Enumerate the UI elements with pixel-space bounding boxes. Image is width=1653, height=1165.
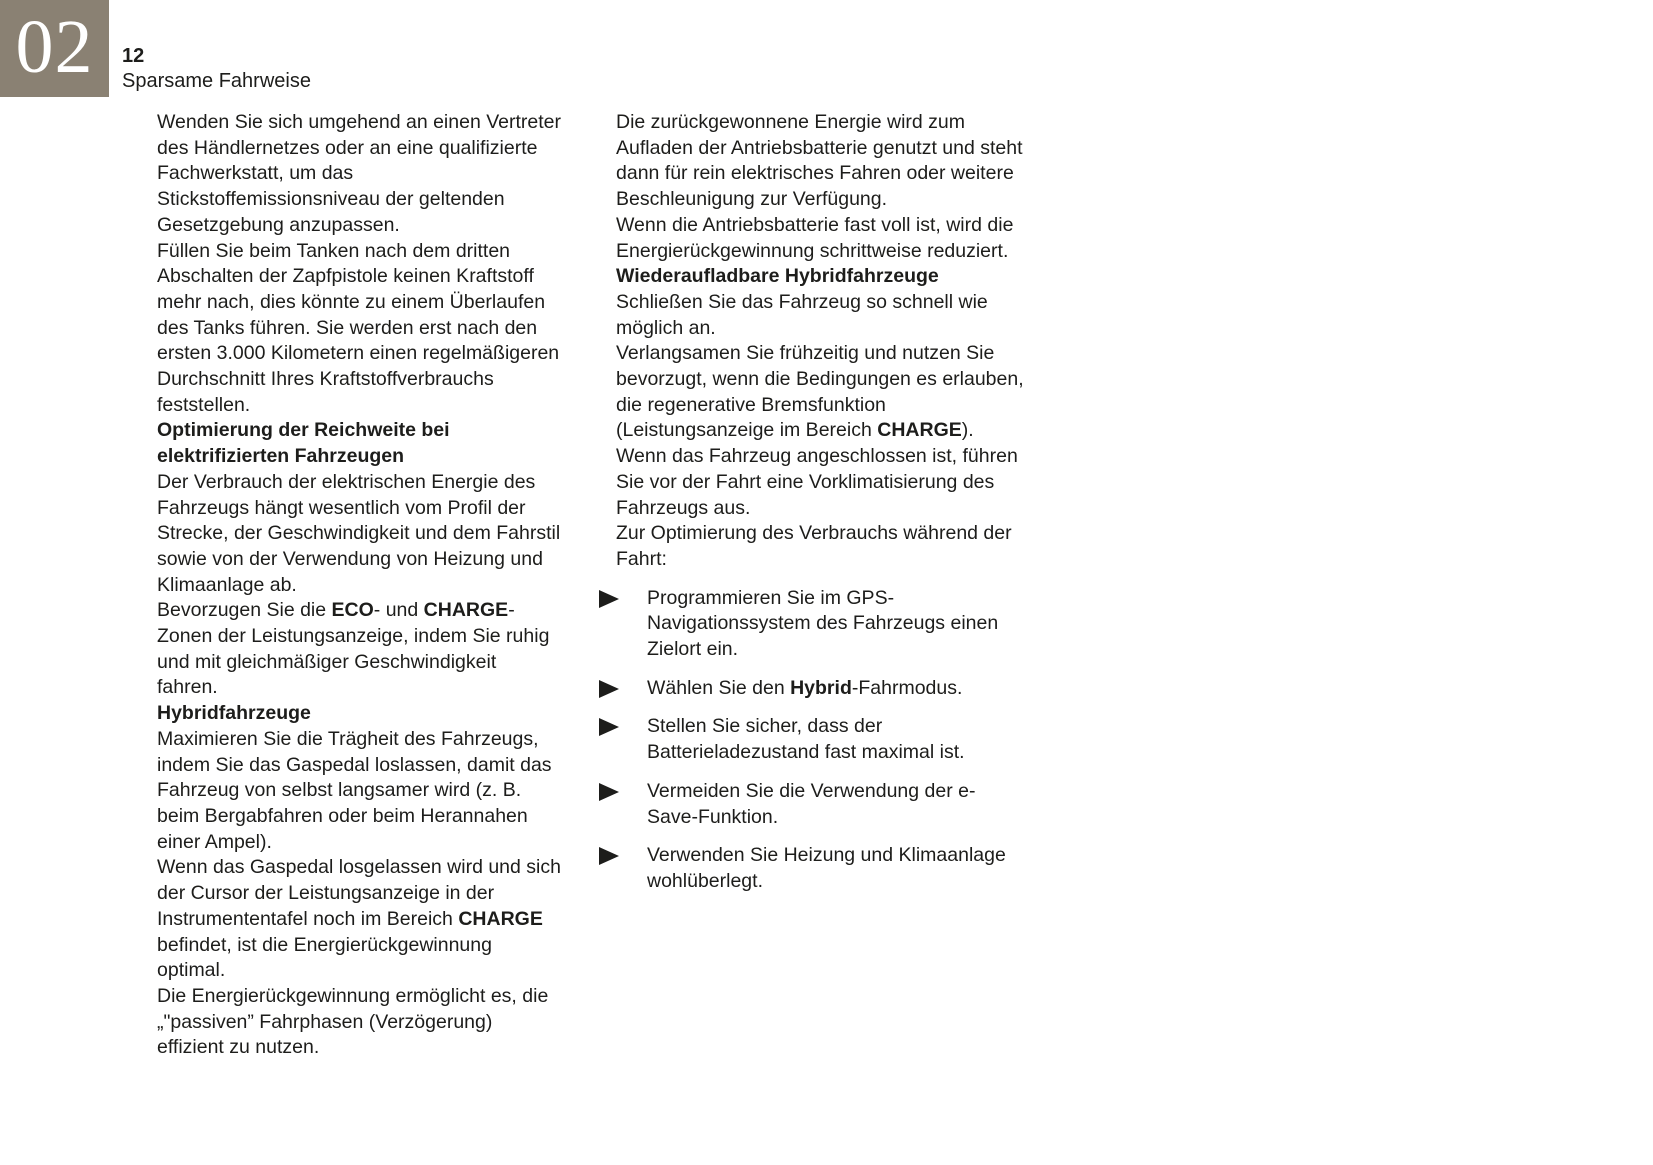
bullet-arrow-icon	[599, 680, 619, 698]
emphasized-term: ECO	[331, 599, 374, 622]
list-item-text	[647, 587, 998, 660]
bullet-arrow-icon	[599, 783, 619, 801]
text-run: Optimierung der Reichweite bei elektrifizierten Fahrzeugen	[157, 419, 450, 468]
paragraph	[157, 855, 561, 984]
text-run: Der Verbrauch der elektrischen Energie des Fahrzeugs hängt wesentlich vom Profil der Strecke, der Geschwindigkeit und dem Fahrstil sowie von der Verwendung von Heizung und Klimaanlage ab.	[157, 470, 561, 596]
text-run: Verlangsamen Sie frühzeitig und nutzen Sie bevorzugt, wenn die Bedingungen es erlauben, die regenerative Bremsfunktion (Leistungsanzeige im Bereich	[616, 342, 1024, 442]
text-run: Schließen Sie das Fahrzeug so schnell wie möglich an.	[616, 290, 988, 339]
text-column-left	[157, 110, 561, 1061]
paragraph	[616, 341, 1038, 444]
list-item-text	[647, 844, 1006, 892]
text-run: Die zurückgewonnene Energie wird zum Aufladen der Antriebsbatterie genutzt und steht dann für rein elektrisches Fahren oder weitere Beschleunigung zur Verfügung.	[616, 111, 1023, 211]
text-column-right	[616, 110, 1038, 895]
page-number: 12	[122, 45, 145, 67]
paragraph	[616, 110, 1038, 213]
text-run: Wenden Sie sich umgehend an einen Vertreter des Händlernetzes oder an eine qualifizierte Fachwerkstatt, um das Stickstoffemissionsniveau der geltenden Gesetzgebung anzupassen.	[157, 111, 561, 236]
paragraph	[616, 521, 1038, 572]
list-item-text	[647, 780, 975, 828]
chapter-number-box	[0, 0, 109, 97]
section-heading	[157, 701, 561, 727]
bullet-arrow-icon	[599, 590, 619, 608]
list-item	[616, 779, 1019, 830]
list-item	[616, 843, 1019, 894]
emphasized-term: CHARGE	[423, 599, 509, 622]
text-run: Hybridfahrzeuge	[157, 702, 311, 725]
list-item	[616, 586, 1019, 663]
list-item-text	[647, 715, 965, 763]
list-item-text	[647, 677, 962, 699]
text-run: Wenn das Gaspedal losgelassen wird und sich der Cursor der Leistungsanzeige in der Instrumententafel noch im Bereich	[157, 856, 561, 930]
text-run: -Zonen der Leistungsanzeige, indem Sie ruhig und mit gleichmäßiger Geschwindigkeit fahren.	[157, 599, 550, 699]
text-run: Programmieren Sie im GPS-Navigationssystem des Fahrzeugs einen Zielort ein.	[647, 586, 999, 661]
emphasized-term: CHARGE	[877, 419, 962, 442]
emphasized-term: Hybrid	[790, 676, 852, 699]
paragraph	[157, 110, 561, 239]
chapter-number: 02	[15, 4, 94, 89]
text-run: Wählen Sie den	[647, 676, 791, 699]
paragraph	[157, 727, 561, 856]
paragraph	[157, 239, 561, 419]
paragraph	[616, 290, 1038, 341]
text-run: Wiederaufladbare Hybridfahrzeuge	[616, 265, 939, 288]
text-run: ).	[961, 419, 974, 442]
paragraph	[616, 444, 1038, 521]
text-run: Vermeiden Sie die Verwendung der e-Save-Funktion.	[647, 779, 976, 828]
text-run: Bevorzugen Sie die	[157, 599, 332, 622]
text-run: Maximieren Sie die Trägheit des Fahrzeugs, indem Sie das Gaspedal loslassen, damit das Fahrzeug von selbst langsamer wird (z. B. beim Bergabfahren oder beim Herannahen einer Ampel).	[157, 727, 552, 853]
text-run: -Fahrmodus.	[851, 676, 963, 699]
bullet-arrow-icon	[599, 847, 619, 865]
text-run: Zur Optimierung des Verbrauchs während der Fahrt:	[616, 522, 1012, 570]
text-run: Füllen Sie beim Tanken nach dem dritten Abschalten der Zapfpistole keinen Kraftstoff mehr nach, dies könnte zu einem Überlaufen des Tanks führen. Sie werden erst nach den ersten 3.000 Kilometern einen regelmäßigeren Durchschnitt Ihres Kraftstoffverbrauchs feststellen.	[157, 239, 560, 416]
text-run: Stellen Sie sicher, dass der Batterieladezustand fast maximal ist.	[647, 715, 965, 764]
list-item	[616, 714, 1019, 765]
text-run: Wenn die Antriebsbatterie fast voll ist, wird die Energierückgewinnung schrittweise reduziert.	[616, 213, 1014, 262]
text-run: befindet, ist die Energierückgewinnung optimal.	[157, 933, 492, 982]
page-header	[122, 44, 311, 93]
text-run: Die Energierückgewinnung ermöglicht es, die „"passiven” Fahrphasen (Verzögerung) effizient zu nutzen.	[157, 984, 549, 1059]
paragraph	[157, 470, 561, 599]
paragraph	[157, 984, 561, 1061]
text-run: Wenn das Fahrzeug angeschlossen ist, führen Sie vor der Fahrt eine Vorklimatisierung des Fahrzeugs aus.	[616, 445, 1018, 519]
text-run: Verwenden Sie Heizung und Klimaanlage wohlüberlegt.	[647, 844, 1006, 892]
list-item	[616, 676, 1019, 702]
paragraph	[157, 598, 561, 701]
emphasized-term: CHARGE	[458, 907, 543, 930]
section-heading	[157, 418, 561, 469]
section-heading	[616, 264, 1038, 290]
paragraph	[616, 213, 1038, 264]
bullet-arrow-icon	[599, 718, 619, 736]
text-run: - und	[373, 599, 424, 622]
section-title: Sparsame Fahrweise	[122, 70, 311, 92]
